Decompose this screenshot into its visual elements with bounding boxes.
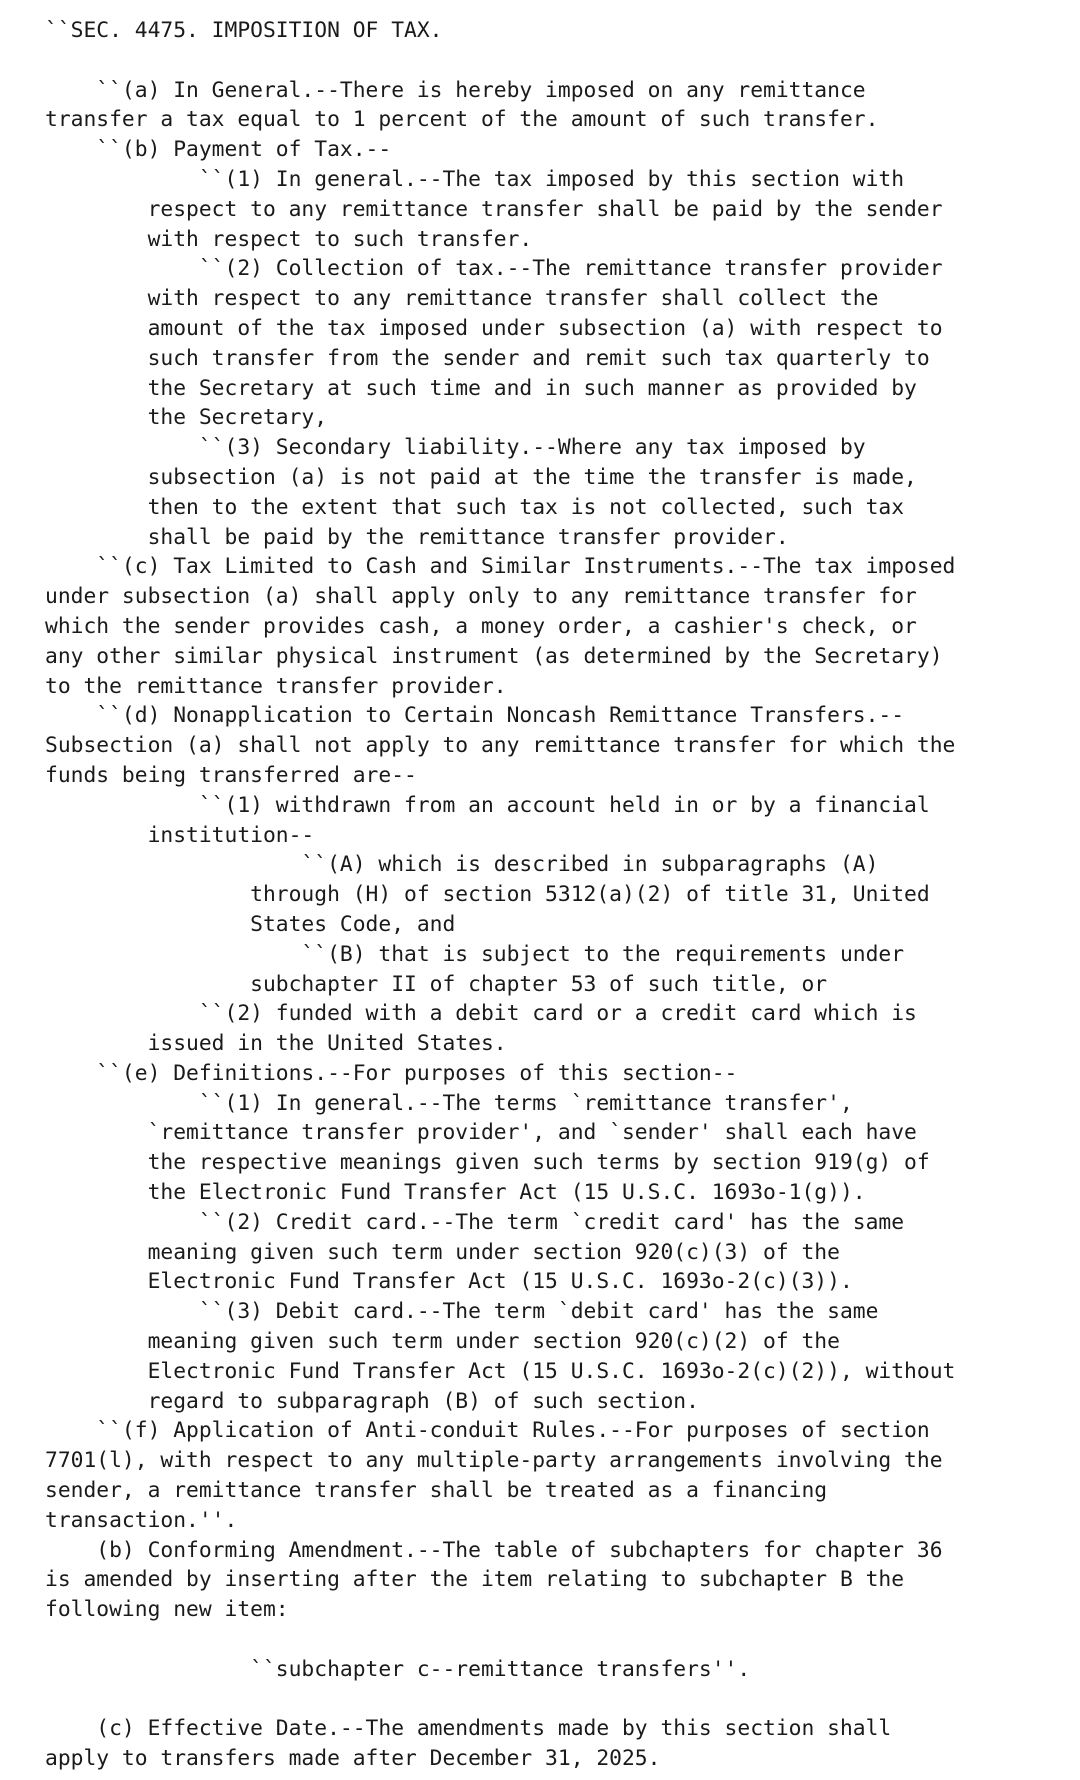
text-line: ``(A) which is described in subparagraphs (A) <box>45 852 879 878</box>
text-line: ``(a) In General.--There is hereby imposed on any remittance <box>45 77 866 103</box>
text-line: ``(f) Application of Anti-conduit Rules.--For purposes of section <box>45 1418 930 1444</box>
text-line: which the sender provides cash, a money order, a cashier's check, or <box>45 613 917 639</box>
text-line: under subsection (a) shall apply only to any remittance transfer for <box>45 584 917 610</box>
text-line: subsection (a) is not paid at the time the transfer is made, <box>45 464 917 490</box>
text-line: (b) Conforming Amendment.--The table of subchapters for chapter 36 <box>45 1537 943 1563</box>
text-line: ``(3) Debit card.--The term `debit card' has the same <box>45 1299 879 1325</box>
text-line: States Code, and <box>45 911 456 937</box>
text-line: ``(B) that is subject to the requirements under <box>45 941 905 967</box>
text-line: then to the extent that such tax is not collected, such tax <box>45 494 905 520</box>
text-line <box>45 1685 955 1715</box>
text-line: respect to any remittance transfer shall be paid by the sender <box>45 196 943 222</box>
text-line: through (H) of section 5312(a)(2) of title 31, United <box>45 882 930 908</box>
text-line: funds being transferred are-- <box>45 762 417 788</box>
text-line: subchapter II of chapter 53 of such title, or <box>45 971 828 997</box>
text-line: (c) Effective Date.--The amendments made by this section shall <box>45 1716 892 1742</box>
text-line: ``(3) Secondary liability.--Where any tax imposed by <box>45 435 866 461</box>
text-line: ``(1) withdrawn from an account held in or by a financial <box>45 792 930 818</box>
text-line: the Secretary at such time and in such manner as provided by <box>45 375 917 401</box>
text-line <box>45 1625 955 1655</box>
text-line: shall be paid by the remittance transfer provider. <box>45 524 789 550</box>
text-line: ``SEC. 4475. IMPOSITION OF TAX. <box>45 18 443 43</box>
text-line: the respective meanings given such terms by section 919(g) of <box>45 1150 930 1176</box>
text-line: Electronic Fund Transfer Act (15 U.S.C. 1693o-2(c)(3)). <box>45 1269 853 1295</box>
text-line: ``(1) In general.--The tax imposed by this section with <box>45 166 905 192</box>
text-line: with respect to such transfer. <box>45 226 533 252</box>
text-line: such transfer from the sender and remit such tax quarterly to <box>45 345 930 371</box>
text-line: ``(2) Collection of tax.--The remittance transfer provider <box>45 256 943 282</box>
text-line: ``(2) funded with a debit card or a credit card which is <box>45 1001 917 1027</box>
text-line: meaning given such term under section 920(c)(2) of the <box>45 1329 840 1355</box>
text-line: meaning given such term under section 920(c)(3) of the <box>45 1239 840 1265</box>
text-line: 7701(l), with respect to any multiple-party arrangements involving the <box>45 1448 943 1474</box>
text-line: transfer a tax equal to 1 percent of the amount of such transfer. <box>45 107 879 133</box>
text-line: ``(c) Tax Limited to Cash and Similar Instruments.--The tax imposed <box>45 554 956 580</box>
text-line: ``(2) Credit card.--The term `credit card' has the same <box>45 1209 905 1235</box>
text-line: issued in the United States. <box>45 1031 507 1057</box>
text-line: `remittance transfer provider', and `sender' shall each have <box>45 1120 917 1146</box>
text-line: is amended by inserting after the item relating to subchapter B the <box>45 1567 905 1593</box>
text-line: the Secretary, <box>45 405 328 431</box>
text-line: ``(1) In general.--The terms `remittance transfer', <box>45 1090 853 1116</box>
text-line: Electronic Fund Transfer Act (15 U.S.C. 1693o-2(c)(2)), without <box>45 1358 956 1384</box>
text-line: institution-- <box>45 822 315 848</box>
text-line: transaction.''. <box>45 1507 238 1533</box>
text-line: following new item: <box>45 1597 289 1623</box>
text-line: any other similar physical instrument (as determined by the Secretary) <box>45 643 943 669</box>
text-line: ``(b) Payment of Tax.-- <box>45 137 392 163</box>
text-line: to the remittance transfer provider. <box>45 673 507 699</box>
text-line: apply to transfers made after December 31, 2025. <box>45 1746 661 1772</box>
text-line: amount of the tax imposed under subsection (a) with respect to <box>45 315 943 341</box>
text-line: sender, a remittance transfer shall be treated as a financing <box>45 1478 828 1504</box>
text-line: Subsection (a) shall not apply to any remittance transfer for which the <box>45 733 956 759</box>
text-line: with respect to any remittance transfer shall collect the <box>45 286 879 312</box>
text-line: the Electronic Fund Transfer Act (15 U.S.C. 1693o-1(g)). <box>45 1180 866 1206</box>
text-line: ``(d) Nonapplication to Certain Noncash Remittance Transfers.-- <box>45 703 905 729</box>
text-line: regard to subparagraph (B) of such section. <box>45 1388 699 1414</box>
statute-text <box>45 16 955 1774</box>
text-line: ``subchapter c--remittance transfers''. <box>45 1656 751 1682</box>
text-line: ``(e) Definitions.--For purposes of this section-- <box>45 1060 738 1086</box>
text-line <box>45 46 955 76</box>
